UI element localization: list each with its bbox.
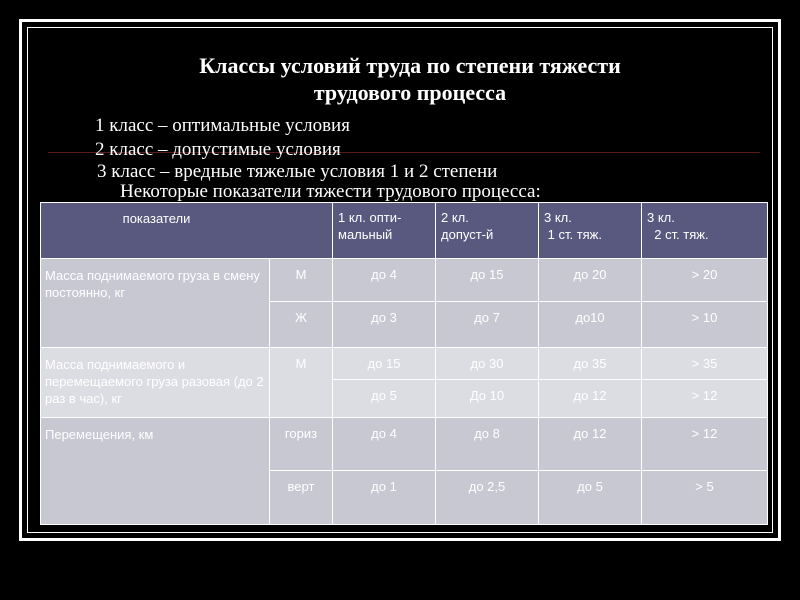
cell-sub: М (270, 259, 333, 302)
cell-class-2: до 30 (436, 348, 539, 380)
cell-class-3-1: до10 (539, 302, 642, 348)
cell-class-2: До 10 (436, 380, 539, 418)
class-2-text: 2 класс – допустимые условия (95, 139, 341, 160)
cell-class-3-2: > 12 (642, 380, 768, 418)
cell-class-3-2: > 5 (642, 471, 768, 525)
header-class-3-2: 3 кл. 2 ст. тяж. (642, 203, 768, 259)
slide-title (60, 52, 760, 106)
cell-class-1: до 15 (333, 348, 436, 380)
header-class-1: 1 кл. опти- мальный (333, 203, 436, 259)
cell-class-3-1: до 12 (539, 418, 642, 471)
cell-class-3-1: до 35 (539, 348, 642, 380)
cell-class-3-1: до 20 (539, 259, 642, 302)
table-row (41, 418, 768, 471)
table-row (41, 348, 768, 380)
cell-class-3-2: > 35 (642, 348, 768, 380)
header-class-3-1: 3 кл. 1 ст. тяж. (539, 203, 642, 259)
cell-class-2: до 2,5 (436, 471, 539, 525)
cell-class-1: до 4 (333, 259, 436, 302)
cell-sub: Ж (270, 302, 333, 348)
header-indicator: показатели (41, 203, 333, 259)
cell-class-3-2: > 12 (642, 418, 768, 471)
cell-class-2: до 15 (436, 259, 539, 302)
cell-sub: М (270, 348, 333, 418)
cell-class-1: до 5 (333, 380, 436, 418)
cell-class-3-2: > 20 (642, 259, 768, 302)
header-class-2: 2 кл. допуст-й (436, 203, 539, 259)
cell-class-1: до 1 (333, 471, 436, 525)
table-subtitle: Некоторые показатели тяжести трудового процесса: (120, 181, 541, 202)
cell-class-3-2: > 10 (642, 302, 768, 348)
row-label-movements: Перемещения, км (41, 418, 270, 525)
cell-sub: гориз (270, 418, 333, 471)
table-header-row (41, 203, 768, 259)
cell-sub: верт (270, 471, 333, 525)
slide-title-line2: трудового процесса (313, 80, 507, 105)
class-3-text: 3 класс – вредные тяжелые условия 1 и 2 степени (97, 161, 498, 182)
cell-class-3-1: до 12 (539, 380, 642, 418)
cell-class-1: до 3 (333, 302, 436, 348)
indicators-table (40, 202, 768, 525)
class-1-text: 1 класс – оптимальные условия (95, 115, 350, 136)
row-label-daily-mass: Масса поднимаемого груза в смену постоянно, кг (41, 259, 270, 348)
row-label-single-mass: Масса поднимаемого и перемещаемого груза разовая (до 2 раз в час), кг (41, 348, 270, 418)
cell-class-1: до 4 (333, 418, 436, 471)
cell-class-3-1: до 5 (539, 471, 642, 525)
slide-title-line1: Классы условий труда по степени тяжести (199, 53, 621, 78)
table-row (41, 259, 768, 302)
cell-class-2: до 8 (436, 418, 539, 471)
cell-class-2: до 7 (436, 302, 539, 348)
